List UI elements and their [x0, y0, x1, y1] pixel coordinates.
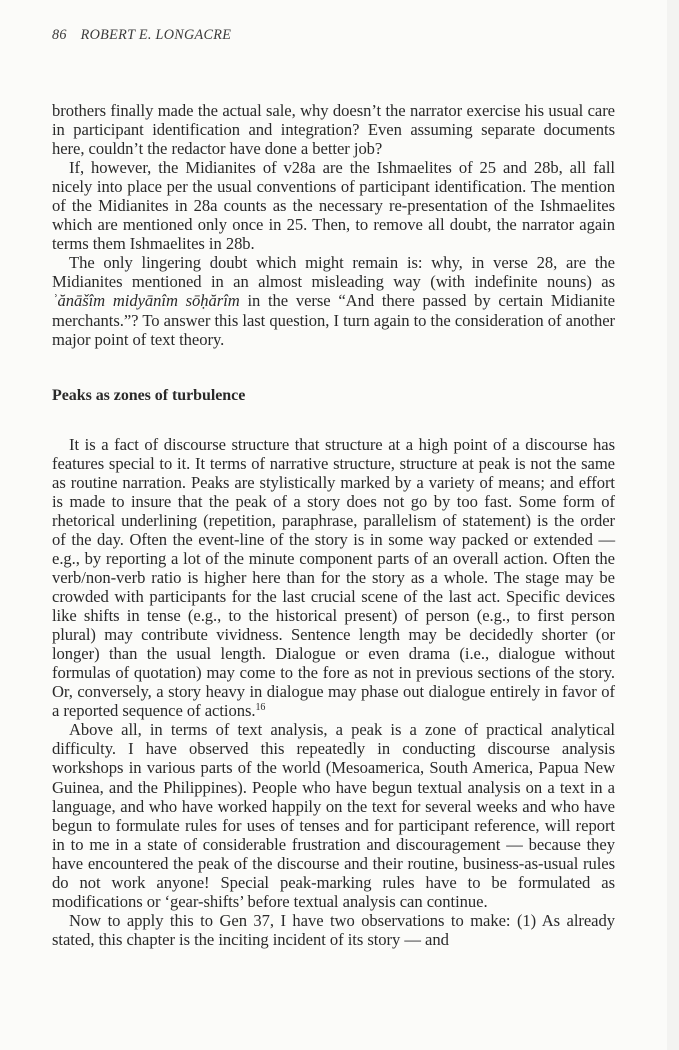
page-edge-shadow	[667, 0, 679, 1050]
author-name: ROBERT E. LONGACRE	[80, 27, 232, 43]
paragraph-text: The only lingering doubt which might remain is: why, in verse 28, are the Midianites mentioned in an almost misleading way (with indefinite nouns) as	[52, 253, 615, 292]
paragraph: Above all, in terms of text analysis, a peak is a zone of practical analytical difficulty. I have observed this repeatedly in conducting discourse analysis workshops in various parts of the world (Mesoamerica, South America, Papua New Guinea, and the Philippines). People who have begun textual analysis on a text in a language, and who have worked happily on the text for several weeks and who have begun to formulate rules for uses of tenses and for participant reference, will report in to me in a state of considerable frustration and discouragement — because they have encountered the peak of the discourse and their routine, business-as-usual rules do not work anyone! Special peak-marking rules have to be formulated as modifications or ‘gear-shifts’ before textual analysis can continue.	[52, 720, 615, 911]
page-number: 86	[52, 27, 67, 43]
section-heading: Peaks as zones of turbulence	[52, 386, 246, 404]
paragraph	[52, 253, 615, 348]
hebrew-transliteration: ʾănāšîm midyānîm sōḥărîm	[52, 291, 240, 311]
paragraph: Now to apply this to Gen 37, I have two observations to make: (1) As already stated, this chapter is the inciting incident of its story — and	[52, 910, 615, 949]
footnote-reference[interactable]: 16	[255, 702, 266, 714]
paragraph: If, however, the Midianites of v28a are the Ishmaelites of 25 and 28b, all fall nicely into place per the usual conventions of participant identification. The mention of the Midianites in 28a counts as the necessary re-presentation of the Ishmaelites which are mentioned only once in 25. Then, to remove all doubt, the narrator again terms them Ishmaelites in 28b.	[52, 158, 615, 254]
body-text	[52, 101, 615, 949]
paragraph	[52, 435, 615, 721]
paragraph-text: in the verse “And there passed by certain Midianite merchants.”? To answer this last question, I turn again to the consideration of another major point of text theory.	[52, 291, 615, 349]
running-head	[52, 27, 231, 44]
paragraph: brothers finally made the actual sale, why doesn’t the narrator exercise his usual care in participant identification and integration? Even assuming separate documents here, couldn’t the redactor have done a better job?	[52, 101, 615, 159]
paragraph-text: It is a fact of discourse structure that structure at a high point of a discourse has features special to it. It terms of narrative structure, structure at peak is not the same as routine narration. Peaks are stylistically marked by a variety of means; and effort is made to insure that the peak of a story does not go by too fast. Some form of rhetorical underlining (repetition, paraphrase, parallelism of statement) is the order of the day. Often the event-line of the story is in some way packed or extended — e.g., by reporting a lot of the minute component parts of an overall action. Often the verb/non-verb ratio is higher here than for the story as a whole. The stage may be crowded with participants for the last crucial scene of the last act. Specific devices like shifts in tense (e.g., to the historical present) of person (e.g., to first person plural) may contribute vividness. Sentence length may be decidedly shorter (or longer) than the usual length. Dialogue or even drama (i.e., dialogue without formulas of quotation) may come to the fore as not in previous sections of the story. Or, conversely, a story heavy in dialogue may phase out dialogue entirely in favor of a reported sequence of actions.	[52, 434, 615, 721]
